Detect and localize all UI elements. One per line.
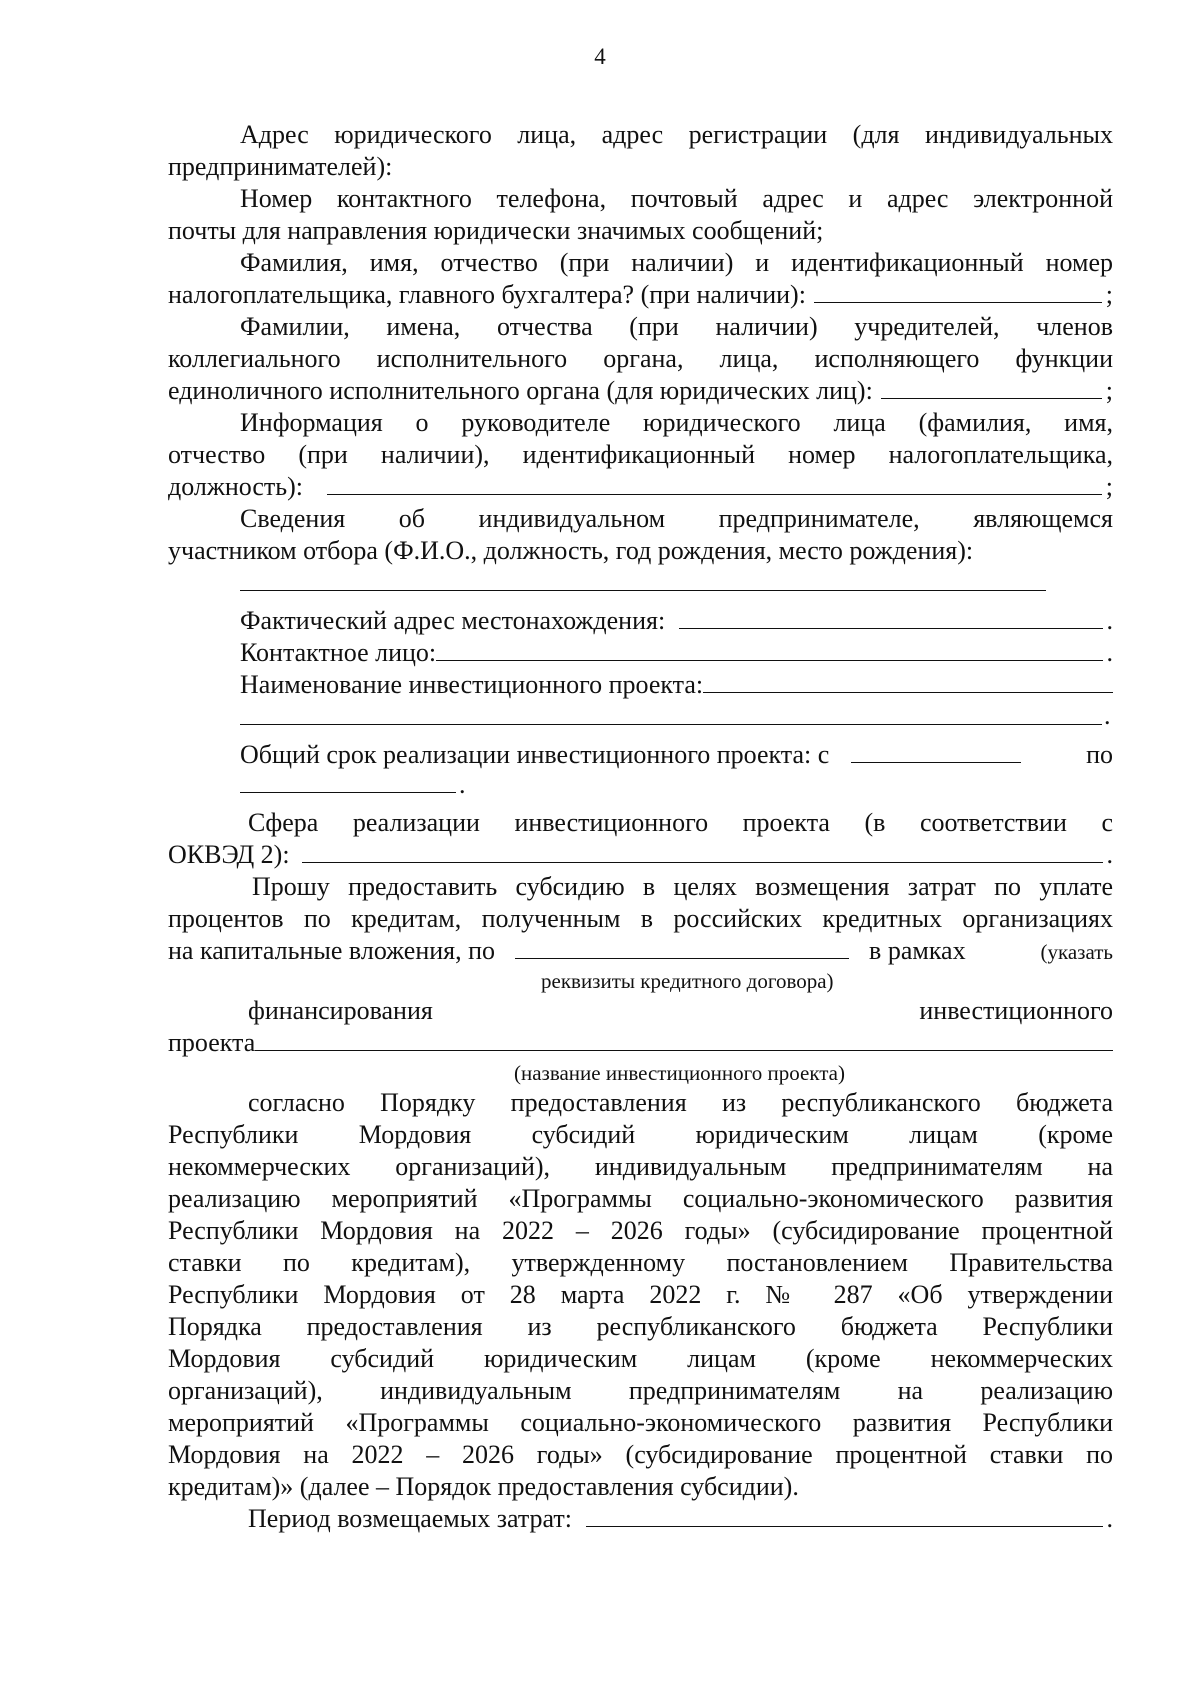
paragraph-line-12: Мордовия на 2022 – 2026 годы» (субсидирование процентной ставки по — [168, 1440, 1113, 1469]
contact-person-label: Контактное лицо: — [240, 638, 437, 667]
period: . — [1106, 1504, 1113, 1533]
line-name-inn: Фамилия, имя, отчество (при наличии) и идентификационный номер — [240, 248, 1113, 277]
line-project-sphere: Сфера реализации инвестиционного проекта (в соответствии с — [248, 808, 1113, 837]
line-contact-phone: Номер контактного телефона, почтовый адрес и адрес электронной — [240, 184, 1113, 213]
paragraph-line-8: Порядка предоставления из республиканского бюджета Республики — [168, 1312, 1113, 1341]
contact-person-field[interactable] — [436, 636, 1102, 661]
paragraph-line-1: согласно Порядку предоставления из республиканского бюджета — [248, 1088, 1113, 1117]
line-capital-investments — [168, 934, 1113, 968]
reimbursement-period-field[interactable] — [586, 1502, 1103, 1527]
period: . — [459, 770, 466, 799]
line-interest: процентов по кредитам, полученным в российских кредитных организациях — [168, 904, 1113, 933]
paragraph-line-3: некоммерческих организаций), индивидуальным предпринимателям на — [168, 1152, 1113, 1181]
paragraph-line-9: Мордовия субсидий юридическим лицам (кроме некоммерческих — [168, 1344, 1113, 1373]
line-legal-address: Адрес юридического лица, адрес регистрации (для индивидуальных — [240, 120, 1113, 149]
line-entrepreneur-details: участником отбора (Ф.И.О., должность, год рождения, место рождения): — [168, 536, 974, 565]
line-contact-person — [240, 636, 1113, 670]
within-label: в рамках — [869, 936, 966, 965]
period: . — [1106, 638, 1113, 667]
project-title-hint: (название инвестиционного проекта) — [514, 1061, 845, 1085]
head-info-field[interactable] — [327, 470, 1102, 495]
paragraph-line-4: реализацию мероприятий «Программы социально-экономического развития — [168, 1184, 1113, 1213]
specify-label: (указать — [1040, 940, 1113, 964]
line-sole-body — [168, 374, 1113, 408]
semicolon: ; — [1105, 376, 1113, 405]
line-position — [168, 470, 1113, 504]
position-label: должность): — [168, 472, 304, 501]
project-label: проекта — [168, 1028, 256, 1057]
period: . — [1106, 840, 1113, 869]
paragraph-line-10: организаций), индивидуальным предпринимателям на реализацию — [168, 1376, 1113, 1405]
actual-address-field[interactable] — [679, 604, 1102, 629]
paragraph-line-11: мероприятий «Программы социально-экономического развития Республики — [168, 1408, 1113, 1437]
capital-investments-label: на капитальные вложения, по — [168, 936, 496, 965]
project-term-label: Общий срок реализации инвестиционного проекта: с — [240, 740, 830, 769]
reimbursement-period-label: Период возмещаемых затрат: — [248, 1504, 572, 1533]
okved-label: ОКВЭД 2): — [168, 840, 290, 869]
line-request-subsidy: Прошу предоставить субсидию в целях возмещения затрат по уплате — [252, 872, 1113, 901]
sole-body-label: единоличного исполнительного органа (для юридических лиц): — [168, 376, 873, 405]
credit-agreement-hint: реквизиты кредитного договора) — [541, 969, 834, 993]
founders-field[interactable] — [881, 374, 1102, 399]
paragraph-line-7: Республики Мордовия от 28 марта 2022 г. № 287 «Об утверждении — [168, 1280, 1113, 1309]
paragraph-line-5: Республики Мордовия на 2022 – 2026 годы» (субсидирование процентной — [168, 1216, 1113, 1245]
line-financing — [248, 994, 1113, 1028]
line-email: почты для направления юридически значимых сообщений; — [168, 216, 824, 245]
start-date-field[interactable] — [851, 738, 1021, 763]
line-reimbursement-period — [248, 1502, 1113, 1536]
line-project-term — [240, 738, 1113, 772]
line-okved — [168, 838, 1113, 872]
actual-address-label: Фактический адрес местонахождения: — [240, 606, 666, 635]
page-number: 4 — [594, 44, 606, 69]
chief-accountant-label: налогоплательщика, главного бухгалтера? (при наличии): — [168, 280, 806, 309]
line-project-name — [240, 668, 1113, 702]
okved-field[interactable] — [302, 838, 1103, 863]
line-head-info: Информация о руководителе юридического лица (фамилия, имя, — [240, 408, 1113, 437]
end-date-field[interactable] — [240, 792, 456, 793]
project-title-field[interactable] — [255, 1026, 1113, 1051]
project-name-label: Наименование инвестиционного проекта: — [240, 670, 704, 699]
line-head-inn: отчество (при наличии), идентификационный номер налогоплательщика, — [168, 440, 1113, 469]
project-name-field[interactable] — [703, 668, 1113, 693]
period: . — [1106, 606, 1113, 635]
line-project — [168, 1026, 1113, 1060]
line-actual-address — [240, 604, 1113, 638]
semicolon: ; — [1105, 280, 1113, 309]
paragraph-line-6: ставки по кредитам), утвержденному постановлением Правительства — [168, 1248, 1113, 1277]
financing-label: финансирования — [248, 996, 433, 1025]
line-chief-accountant — [168, 278, 1113, 312]
line-collegial-body: коллегиального исполнительного органа, лица, исполняющего функции — [168, 344, 1113, 373]
line-founders: Фамилии, имена, отчества (при наличии) учредителей, членов — [240, 312, 1113, 341]
paragraph-line-2: Республики Мордовия субсидий юридическим лицам (кроме — [168, 1120, 1113, 1149]
entrepreneur-field[interactable] — [240, 590, 1046, 591]
project-name-field-continued[interactable] — [240, 724, 1102, 725]
credit-agreement-field[interactable] — [515, 934, 849, 959]
semicolon: ; — [1105, 472, 1113, 501]
investment-label: инвестиционного — [919, 996, 1113, 1025]
project-term-to: по — [1086, 740, 1113, 769]
line-entrepreneurs: предпринимателей): — [168, 152, 393, 181]
line-entrepreneur-info: Сведения об индивидуальном предпринимателе, являющемся — [240, 504, 1113, 533]
paragraph-line-13: кредитам)» (далее – Порядок предоставления субсидии). — [168, 1472, 799, 1501]
chief-accountant-field[interactable] — [814, 278, 1102, 303]
period: . — [1104, 701, 1111, 730]
